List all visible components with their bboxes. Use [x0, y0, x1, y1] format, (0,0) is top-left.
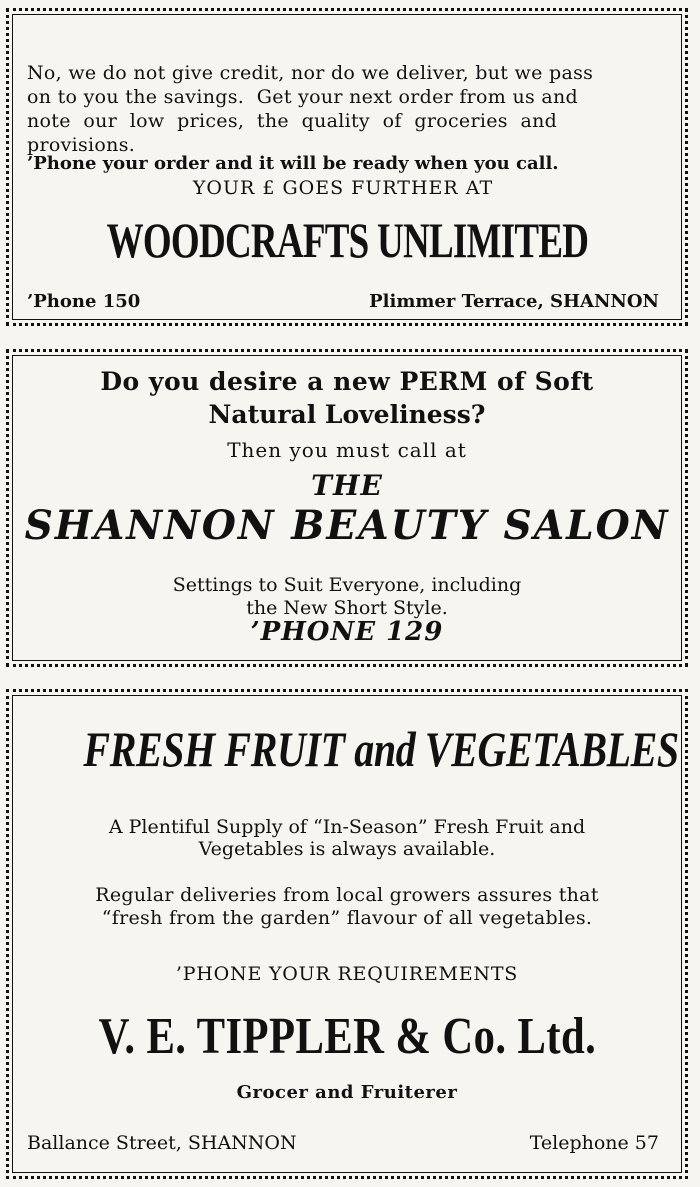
company-name: V. E. TIPPLER & Co. Ltd. — [98, 1008, 596, 1065]
address: Plimmer Terrace, SHANNON — [369, 291, 659, 312]
paragraph-line: No, we do not give credit, nor do we deliver, but we pass — [27, 62, 594, 84]
supply-line-2: Vegetables is always available. — [198, 838, 496, 860]
grocer-role: Grocer and Fruiterer — [236, 1082, 458, 1103]
telephone: Telephone 57 — [529, 1132, 659, 1154]
paragraph-line: note our low prices, the quality of groceries and — [27, 110, 558, 132]
phone-number: ’Phone 150 — [27, 291, 141, 312]
supply-line-1: A Plentiful Supply of “In-Season” Fresh Fruit and — [108, 816, 586, 838]
phone-requirements: ’PHONE YOUR REQUIREMENTS — [175, 963, 519, 985]
settings-line-1: Settings to Suit Everyone, including — [172, 574, 522, 596]
footer-row — [27, 291, 659, 312]
tippler-advertisement — [6, 689, 688, 1179]
company-name-wrap — [9, 1007, 685, 1069]
business-name-wrap — [9, 211, 685, 271]
footer-row — [27, 1132, 659, 1154]
paragraph-line: provisions. — [27, 134, 136, 156]
salon-name: SHANNON BEAUTY SALON — [24, 502, 670, 549]
phone-order-note: ’Phone your order and it will be ready when you call. — [27, 153, 559, 174]
salon-phone: ’PHONE 129 — [250, 617, 444, 647]
credit-paragraph — [27, 61, 667, 157]
business-name: WOODCRAFTS UNLIMITED — [106, 212, 588, 268]
regular-line-2: “fresh from the garden” flavour of all vegetables. — [101, 907, 593, 929]
headline-wrap — [9, 720, 685, 780]
regular-line-1: Regular deliveries from local growers assures that — [95, 884, 599, 906]
tagline: YOUR £ GOES FURTHER AT — [192, 177, 494, 199]
the-label: THE — [311, 469, 383, 502]
beauty-salon-advertisement — [6, 349, 688, 667]
then-call-text: Then you must call at — [227, 438, 467, 462]
woodcrafts-advertisement — [6, 8, 688, 326]
salon-name-wrap — [9, 502, 685, 550]
settings-line-2: the New Short Style. — [246, 597, 448, 619]
headline-line-2: Natural Loveliness? — [208, 400, 486, 429]
fresh-fruit-headline: FRESH FRUIT and VEGETABLES — [83, 721, 679, 777]
address: Ballance Street, SHANNON — [27, 1132, 297, 1154]
headline-line-1: Do you desire a new PERM of Soft — [100, 367, 594, 396]
paragraph-line: on to you the savings. Get your next order from us and — [27, 86, 579, 108]
